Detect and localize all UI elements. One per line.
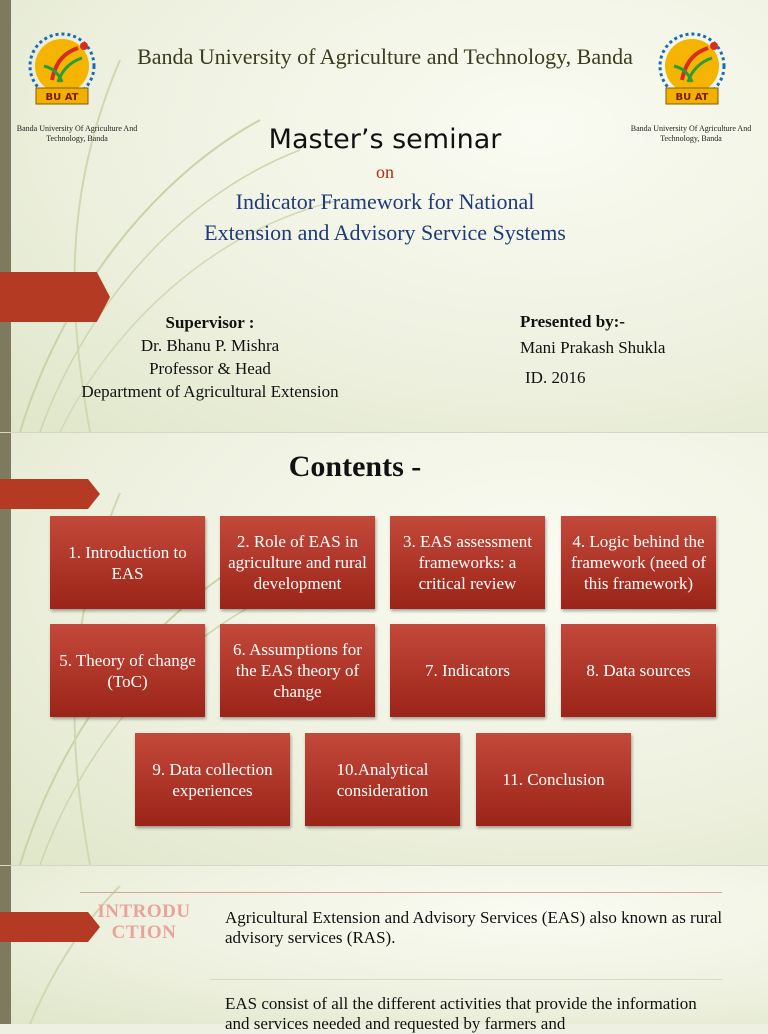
contents-item-7[interactable]: 7. Indicators	[390, 624, 545, 717]
contents-item-6[interactable]: 6. Assumptions for the EAS theory of change	[220, 624, 375, 717]
topic-line-1: Indicator Framework for National	[235, 189, 535, 214]
university-title: Banda University of Agriculture and Technology, Banda	[137, 44, 633, 69]
contents-item-4[interactable]: 4. Logic behind the framework (need of this framework)	[561, 516, 716, 609]
intro-paragraph-2: EAS consist of all the different activities that provide the information and services needed and requested by farmers and	[225, 994, 697, 1033]
on-text: on	[376, 162, 394, 182]
contents-item-9[interactable]: 9. Data collection experiences	[135, 733, 290, 826]
introduction-heading	[80, 901, 208, 943]
contents-item-5[interactable]: 5. Theory of change (ToC)	[50, 624, 205, 717]
left-accent-bar	[0, 0, 11, 432]
logo-text: BU AT	[675, 92, 709, 103]
logo-caption-left: Banda University Of Agriculture And Technology, Banda	[16, 124, 138, 143]
logo-text: BU AT	[45, 92, 79, 103]
supervisor-block	[40, 311, 380, 403]
contents-item-1[interactable]: 1. Introduction to EAS	[50, 516, 205, 609]
introduction-heading-text: INTRODUCTION	[97, 901, 191, 943]
contents-item-10[interactable]: 10.Analytical consideration	[305, 733, 460, 826]
intro-paragraph-1: Agricultural Extension and Advisory Services (EAS) also known as rural advisory services (RAS).	[225, 908, 723, 947]
seminar-topic	[120, 186, 650, 248]
topic-line-2: Extension and Advisory Service Systems	[204, 220, 566, 245]
intro-mid-rule	[210, 979, 722, 980]
intro-top-rule	[80, 892, 722, 893]
red-tab-marker	[0, 479, 100, 509]
supervisor-title: Professor & Head	[149, 359, 271, 378]
contents-item-11[interactable]: 11. Conclusion	[476, 733, 631, 826]
left-accent-bar	[0, 866, 11, 1024]
contents-title: Contents -	[288, 450, 422, 483]
seminar-title: Master’s seminar	[268, 124, 502, 155]
title-slide	[0, 0, 768, 432]
presented-label: Presented by:-	[520, 312, 625, 331]
university-logo-left	[22, 30, 102, 110]
supervisor-dept: Department of Agricultural Extension	[81, 382, 339, 401]
contents-item-3[interactable]: 3. EAS assessment frameworks: a critical review	[390, 516, 545, 609]
presenter-name: Mani Prakash Shukla	[520, 338, 666, 357]
contents-item-2[interactable]: 2. Role of EAS in agriculture and rural development	[220, 516, 375, 609]
logo-caption-right: Banda University Of Agriculture And Technology, Banda	[630, 124, 752, 143]
presenter-id: ID. 2016	[525, 368, 586, 387]
supervisor-name: Dr. Bhanu P. Mishra	[140, 336, 280, 355]
presenter-block	[520, 311, 760, 393]
contents-item-8[interactable]: 8. Data sources	[561, 624, 716, 717]
supervisor-label: Supervisor :	[165, 313, 255, 332]
